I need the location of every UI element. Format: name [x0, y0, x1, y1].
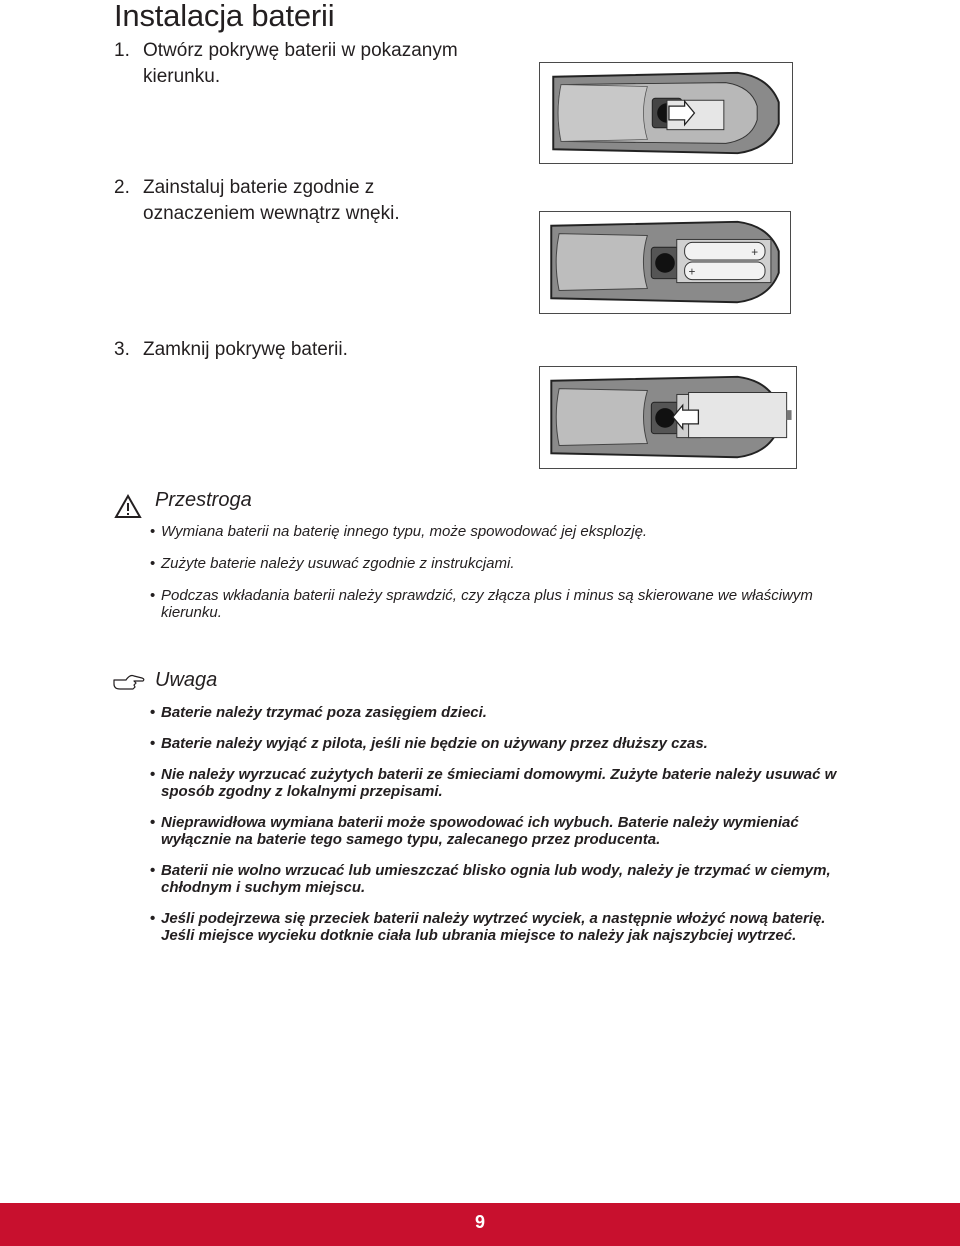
remote-batteries-illustration: [540, 212, 790, 313]
figure-close-cover: [539, 366, 797, 469]
figure-insert-batteries: [539, 211, 791, 314]
svg-text:+: +: [751, 246, 759, 260]
remote-open-illustration: [540, 63, 792, 163]
step-1: [114, 38, 494, 90]
step-number: 2.: [114, 177, 130, 198]
step-3: [114, 337, 494, 363]
list-item: • Baterie należy trzymać poza zasięgiem dzieci.: [150, 704, 850, 721]
svg-text:+: +: [688, 265, 696, 279]
caution-heading: Przestroga: [155, 489, 252, 511]
step-text: Zamknij pokrywę baterii.: [143, 339, 348, 360]
step-text: Zainstaluj baterie zgodnie z oznaczeniem wewnątrz wnęki.: [143, 177, 400, 224]
list-item: • Nie należy wyrzucać zużytych baterii ze śmieciami domowymi. Zużyte baterie należy usuwać w sposób zgodny z lokalnymi przepisami.: [150, 766, 850, 800]
list-item: • Nieprawidłowa wymiana baterii może spowodować ich wybuch. Baterie należy wymieniać wyłącznie na baterie tego samego typu, zalecanego przez producenta.: [150, 814, 850, 848]
list-item: • Baterii nie wolno wrzucać lub umieszczać blisko ognia lub wody, należy je trzymać w ciemym, chłodnym i suchym miejscu.: [150, 862, 850, 896]
page-title: Instalacja baterii: [114, 0, 335, 33]
list-item: • Podczas wkładania baterii należy sprawdzić, czy złącza plus i minus są skierowane we właściwym kierunku.: [150, 587, 850, 621]
figure-open-cover: [539, 62, 793, 164]
page-number: 9: [474, 1212, 485, 1232]
list-item: • Jeśli podejrzewa się przeciek baterii należy wytrzeć wyciek, a następnie włożyć nową baterię. Jeśli miejsce wycieku dotknie ciała lub ubrania miejsce to należy jak najszybciej wytrzeć.: [150, 910, 850, 944]
pointing-hand-icon: [112, 672, 146, 692]
step-number: 1.: [114, 40, 130, 61]
note-heading: Uwaga: [155, 669, 218, 691]
list-item: • Zużyte baterie należy usuwać zgodnie z instrukcjami.: [150, 555, 850, 572]
note-list: [150, 704, 850, 958]
step-text: Otwórz pokrywę baterii w pokazanym kierunku.: [143, 40, 458, 87]
list-item: • Baterie należy wyjąć z pilota, jeśli nie będzie on używany przez dłuższy czas.: [150, 735, 850, 752]
step-2: [114, 175, 434, 227]
step-number: 3.: [114, 339, 130, 360]
remote-close-illustration: [540, 367, 796, 468]
warning-triangle-icon: [114, 494, 142, 519]
list-item: • Wymiana baterii na baterię innego typu, może spowodować jej eksplozję.: [150, 523, 850, 540]
caution-list: [150, 523, 850, 636]
